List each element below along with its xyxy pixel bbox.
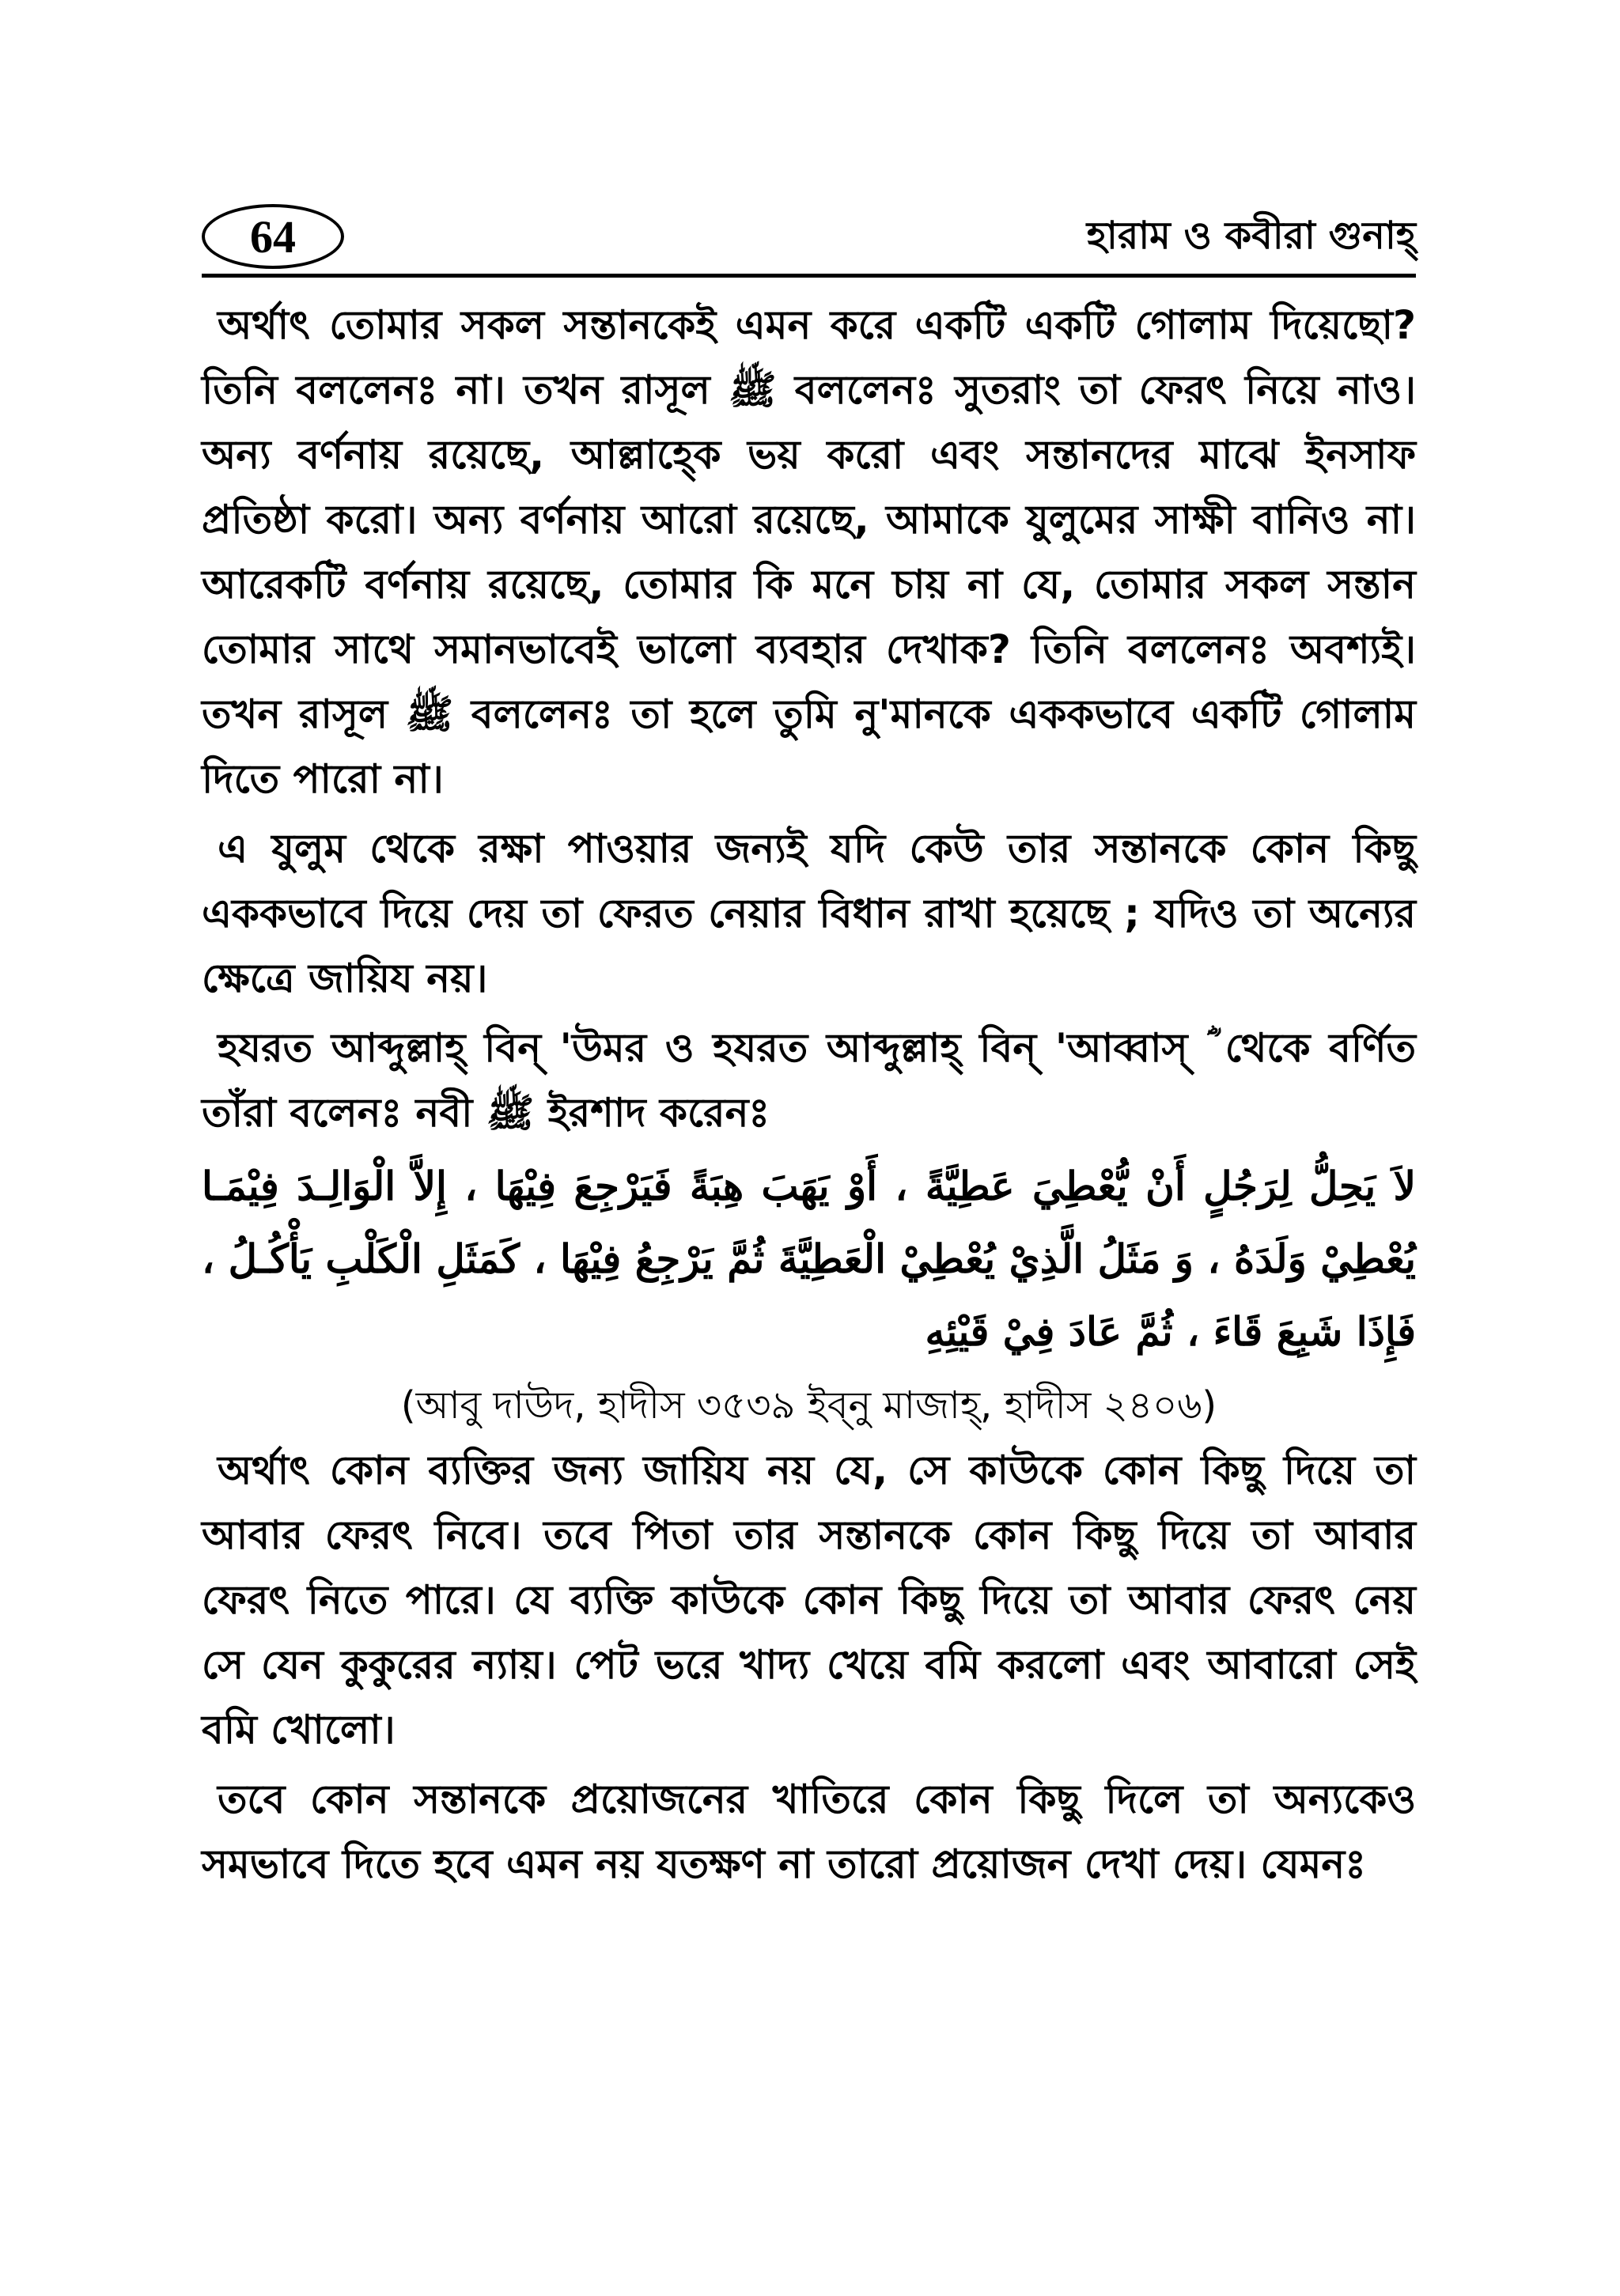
paragraph-4: অর্থাৎ কোন ব্যক্তির জন্য জায়িয নয় যে, সে কাউকে কোন কিছু দিয়ে তা আবার ফেরৎ নিবে। তবে পিতা তার সন্তানকে কোন কিছু দিয়ে তা আবার ফেরৎ নিতে পারে। যে ব্যক্তি কাউকে কোন কিছু দিয়ে তা আবার ফেরৎ নেয় সে যেন কুকুরের ন্যায়। পেট ভরে খাদ্য খেয়ে বমি করলো এবং আবারো সেই বমি খোলো। — [202, 1447, 1416, 1753]
header-rule — [202, 274, 1416, 278]
page-number: 64 — [250, 210, 296, 263]
body-text — [202, 293, 1416, 1901]
arabic-hadith: لاَ يَحِلُّ لِرَجُلٍ أَنْ يُّعْطِيَ عَطِيَّةً ، أَوْ يَهَبَ هِبَةً فَيَرْجِعَ فِيْهَا ، إِلاَّ الْوَالِـدَ فِيْمَـا يُعْطِيْ وَلَدَهُ ، وَ مَثَلُ الَّذِيْ يُعْطِيْ الْعَطِيَّةَ ثُمَّ يَرْجِعُ فِيْهَا ، كَمَثَلِ الْكَلْبِ يَأْكُـلُ ، فَإِذَا شَبِعَ قَاءَ ، ثُمَّ عَادَ فِيْ قَيْئِهِ — [202, 1163, 1416, 1355]
page-number-oval — [202, 204, 344, 269]
paragraph-5: তবে কোন সন্তানকে প্রয়োজনের খাতিরে কোন কিছু দিলে তা অন্যকেও সমভাবে দিতে হবে এমন নয় যতক্ষণ না তারো প্রয়োজন দেখা দেয়। যেমনঃ — [202, 1776, 1416, 1887]
hadith-citation: (আবু দাউদ, হাদীস ৩৫৩৯ ইব্নু মাজাহ্, হাদীস ২৪০৬) — [400, 1383, 1217, 1428]
paragraph-2: এ যুলুম থেকে রক্ষা পাওয়ার জন্যই যদি কেউ তার সন্তানকে কোন কিছু এককভাবে দিয়ে দেয় তা ফেরত নেয়ার বিধান রাখা হয়েছে ; যদিও তা অন্যের ক্ষেত্রে জায়িয নয়। — [202, 826, 1416, 1001]
running-title: হারাম ও কবীরা গুনাহ্ — [1086, 214, 1416, 258]
paragraph-1: অর্থাৎ তোমার সকল সন্তানকেই এমন করে একটি একটি গোলাম দিয়েছো? তিনি বললেনঃ না। তখন রাসূল ﷺ বললেনঃ সুতরাং তা ফেরৎ নিয়ে নাও। অন্য বর্ণনায় রয়েছে, আল্লাহ্কে ভয় করো এবং সন্তানদের মাঝে ইনসাফ প্রতিষ্ঠা করো। অন্য বর্ণনায় আরো রয়েছে, আমাকে যুলুমের সাক্ষী বানিও না। আরেকটি বর্ণনায় রয়েছে, তোমার কি মনে চায় না যে, তোমার সকল সন্তান তোমার সাথে সমানভাবেই ভালো ব্যবহার দেখাক? তিনি বললেনঃ অবশ্যই। তখন রাসূল ﷺ বললেনঃ তা হলে তুমি নু'মানকে এককভাবে একটি গোলাম দিতে পারো না। — [202, 302, 1416, 802]
paragraph-3: হযরত আব্দুল্লাহ্ বিন্ 'উমর ও হযরত আব্দুল্লাহ্ বিন্ 'আব্বাস্ ؓ থেকে বর্ণিত তাঁরা বলেনঃ নবী ﷺ ইরশাদ করেনঃ — [202, 1025, 1416, 1136]
